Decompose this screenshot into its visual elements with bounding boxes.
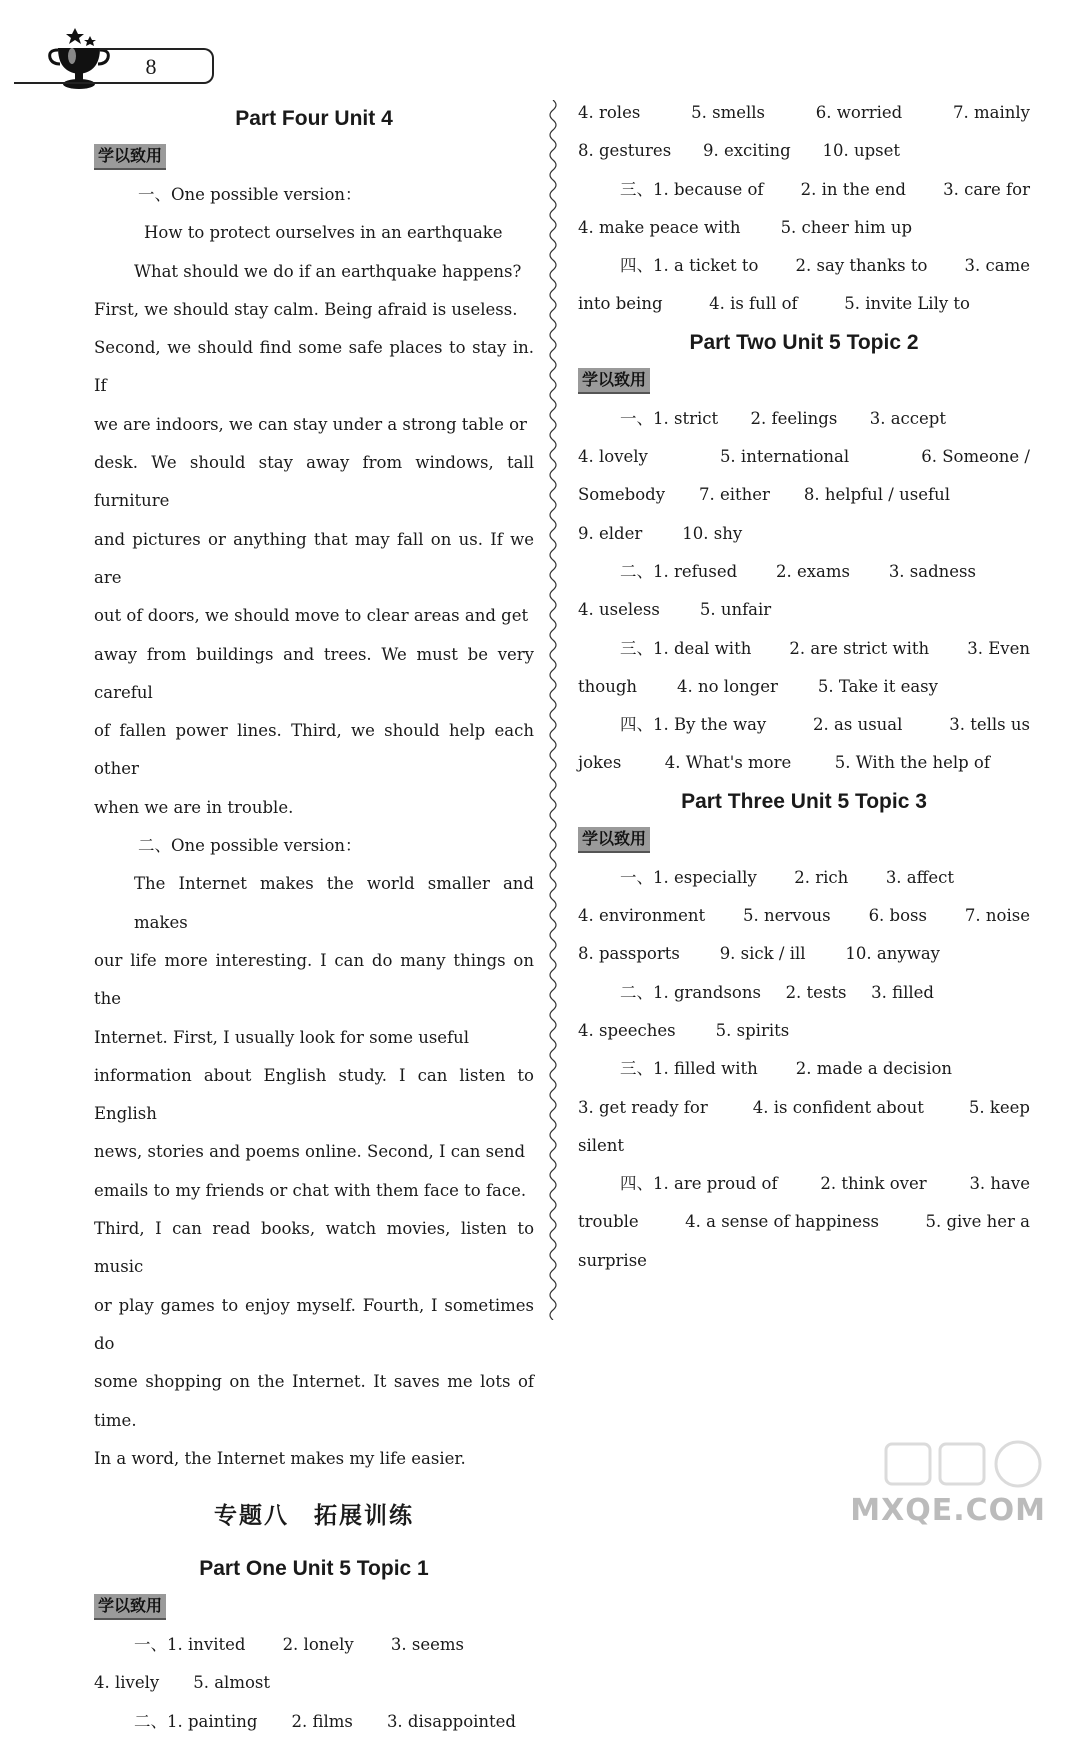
essay1-line: desk. We should stay away from windows, tall furniture xyxy=(94,453,534,511)
answer-item: 2. feelings xyxy=(750,408,838,428)
answer-item: 2. think over xyxy=(820,1174,927,1194)
right-column xyxy=(578,94,1030,1280)
answer-item: 2. are strict with xyxy=(789,638,930,658)
answer-row xyxy=(578,935,1030,973)
left-column xyxy=(94,100,534,1741)
practice-tag: 学以致用 xyxy=(578,368,650,394)
answer-item: 9. elder xyxy=(578,523,643,543)
answer-item: 4. lovely xyxy=(578,447,648,467)
essay1-line: Second, we should find some safe places to stay in. If xyxy=(94,338,534,396)
essay1-line: we are indoors, we can stay under a strong table or xyxy=(94,414,527,434)
part-three-title: Part Three Unit 5 Topic 3 xyxy=(681,789,927,813)
answer-item: 5. cheer him up xyxy=(780,217,913,237)
answer-item: 3. get ready for xyxy=(578,1097,708,1117)
answer-item: into being xyxy=(578,294,663,314)
essay2-line: or play games to enjoy myself. Fourth, I sometimes do xyxy=(94,1295,534,1353)
answer-row xyxy=(578,591,1030,629)
answer-item: 7. noise xyxy=(964,906,1030,926)
essay2-line: Internet. First, I usually look for some useful xyxy=(94,1027,470,1047)
essay2-line: The Internet makes the world smaller and makes xyxy=(134,874,534,932)
answer-item: 4. useless xyxy=(578,600,660,620)
answer-item: 三、1. because of xyxy=(620,179,764,199)
essay2-line: emails to my friends or chat with them face to face. xyxy=(94,1180,527,1200)
answer-item: 4. is confident about xyxy=(752,1097,924,1117)
essay1-line: when we are in trouble. xyxy=(94,797,294,817)
essay2-line: Third, I can read books, watch movies, listen to music xyxy=(94,1219,534,1277)
answer-item: 四、1. By the way xyxy=(620,715,767,735)
answer-item: 4. is full of xyxy=(709,294,798,314)
column-divider xyxy=(545,100,561,1320)
page-header xyxy=(14,26,214,90)
answer-row xyxy=(578,476,1030,514)
answer-item: 3. sadness xyxy=(888,561,976,581)
answer-row xyxy=(578,744,1030,782)
answer-item: 三、1. filled with xyxy=(620,1059,758,1079)
essay1-line: of fallen power lines. Third, we should help each other xyxy=(94,721,534,779)
answer-item: 3. have xyxy=(969,1174,1030,1194)
answer-item: 9. sick / ill xyxy=(719,944,806,964)
answer-item: 2. exams xyxy=(775,561,850,581)
answer-item: 5. smells xyxy=(691,103,765,122)
essay1-body xyxy=(94,253,534,827)
topic-heading: 专题八 拓展训练 xyxy=(214,1502,414,1529)
essay1-line: away from buildings and trees. We must be very careful xyxy=(94,644,534,702)
part-three-answers xyxy=(578,859,1030,1280)
answer-item: 2. made a decision xyxy=(795,1059,953,1079)
answer-item: 5. invite Lily to xyxy=(844,294,970,314)
answer-row xyxy=(578,1089,1030,1127)
answer-row xyxy=(578,171,1030,209)
answer-item: 5. Take it easy xyxy=(817,676,938,696)
answer-row xyxy=(578,438,1030,476)
answer-item: 2. rich xyxy=(794,867,849,887)
answer-row xyxy=(578,1012,1030,1050)
watermark-text: MXQE.COM xyxy=(850,1493,1046,1528)
answer-row xyxy=(578,209,1030,247)
answer-item: 8. passports xyxy=(578,944,680,964)
answer-item: 一、1. strict xyxy=(620,408,719,428)
answer-item: though xyxy=(578,676,638,696)
answer-row xyxy=(578,1242,1030,1280)
essay2-line: information about English study. I can listen to English xyxy=(94,1065,534,1124)
answer-item: 3. affect xyxy=(885,867,954,887)
part-one-continued xyxy=(578,94,1030,324)
page-number-box xyxy=(100,48,214,84)
answer-item: 7. mainly xyxy=(953,103,1030,122)
answer-item: 6. worried xyxy=(815,103,903,122)
essay2-body xyxy=(94,865,534,1478)
answer-item: trouble xyxy=(578,1212,639,1232)
answer-item: 5. unfair xyxy=(699,600,772,620)
answer-row xyxy=(578,1165,1030,1203)
unit4-title: Part Four Unit 4 xyxy=(235,107,393,130)
answer-item: 3. care for xyxy=(943,179,1030,199)
essay1-line: and pictures or anything that may fall on us. If we are xyxy=(94,529,534,587)
answer-item: 二、1. refused xyxy=(620,561,738,581)
answer-item: 2. lonely xyxy=(282,1635,354,1655)
answer-row xyxy=(94,1703,534,1741)
answer-item: 5. international xyxy=(719,447,850,467)
answer-item: 10. upset xyxy=(822,141,900,161)
answer-row xyxy=(578,515,1030,553)
q2-heading: 二、One possible version： xyxy=(138,836,362,856)
answer-row xyxy=(578,1050,1030,1088)
answer-item: 4. no longer xyxy=(677,676,778,696)
answer-item: jokes xyxy=(578,753,622,773)
answer-row xyxy=(94,1664,534,1702)
header-rule xyxy=(14,82,106,84)
answer-item: 2. as usual xyxy=(813,715,903,735)
answer-item: 5. nervous xyxy=(743,906,831,926)
answer-item: 7. either xyxy=(698,485,770,505)
answer-row xyxy=(94,1626,534,1664)
essay1-title: How to protect ourselves in an earthquake xyxy=(144,223,503,243)
practice-tag: 学以致用 xyxy=(94,1594,166,1620)
answer-item: 5. give her a xyxy=(925,1212,1030,1232)
answer-item: 10. shy xyxy=(682,523,743,543)
answer-item: 3. disappointed xyxy=(386,1711,516,1731)
answer-item: 三、1. deal with xyxy=(620,638,752,658)
essay1-line: out of doors, we should move to clear areas and get xyxy=(94,606,529,626)
essay2-line: In a word, the Internet makes my life easier. xyxy=(94,1448,466,1468)
answer-item: 10. anyway xyxy=(845,944,940,964)
answer-item: surprise xyxy=(578,1250,647,1270)
answer-item: 9. exciting xyxy=(702,141,791,161)
essay1-line: What should we do if an earthquake happens? xyxy=(134,261,522,281)
answer-item: 4. What's more xyxy=(664,753,792,773)
answer-row xyxy=(578,1127,1030,1165)
answer-row xyxy=(578,553,1030,591)
answer-item: 四、1. are proud of xyxy=(620,1174,778,1194)
answer-item: 5. almost xyxy=(193,1673,271,1693)
answer-item: 二、1. painting xyxy=(134,1711,258,1731)
answer-item: 二、1. grandsons xyxy=(620,982,761,1002)
answer-item: 2. tests xyxy=(785,982,847,1002)
answer-item: 8. gestures xyxy=(578,141,672,161)
answer-row xyxy=(578,974,1030,1012)
answer-item: 一、1. especially xyxy=(620,867,757,887)
answer-item: 4. a sense of happiness xyxy=(685,1212,880,1232)
answer-item: 四、1. a ticket to xyxy=(620,256,759,276)
practice-tag: 学以致用 xyxy=(578,827,650,853)
answer-row xyxy=(578,247,1030,285)
essay2-line: our life more interesting. I can do many things on the xyxy=(94,950,534,1009)
answer-item: 3. filled xyxy=(871,982,934,1002)
answer-item: 3. tells us xyxy=(949,715,1030,735)
answer-item: Somebody xyxy=(578,485,666,505)
answer-item: 5. With the help of xyxy=(834,753,990,773)
part-two-answers xyxy=(578,400,1030,783)
answer-row xyxy=(578,1203,1030,1241)
answer-item: 5. spirits xyxy=(715,1020,790,1040)
essay2-line: news, stories and poems online. Second, I can send xyxy=(94,1142,526,1162)
answer-item: 6. boss xyxy=(868,906,927,926)
q1-heading: 一、One possible version： xyxy=(138,185,362,204)
answer-row xyxy=(578,132,1030,170)
answer-item: 3. seems xyxy=(390,1635,464,1655)
answer-item: 4. lively xyxy=(94,1673,160,1693)
answer-item: 3. came xyxy=(964,256,1030,276)
answer-row xyxy=(578,706,1030,744)
answer-item: 4. roles xyxy=(578,103,641,122)
answer-row xyxy=(578,285,1030,323)
answer-item: silent xyxy=(578,1135,625,1155)
essay2-line: some shopping on the Internet. It saves me lots of time. xyxy=(94,1372,534,1430)
answer-item: 2. films xyxy=(291,1711,353,1731)
answer-row xyxy=(578,400,1030,438)
answer-item: 4. speeches xyxy=(578,1020,676,1040)
answer-row xyxy=(578,668,1030,706)
answer-item: 2. in the end xyxy=(800,179,906,199)
answer-row xyxy=(578,630,1030,668)
answer-item: 6. Someone / xyxy=(921,447,1030,467)
answer-item: 5. keep xyxy=(968,1097,1030,1117)
answer-item: 3. accept xyxy=(869,408,946,428)
answer-item: 4. environment xyxy=(578,906,706,926)
answer-item: 8. helpful / useful xyxy=(803,485,950,505)
part-one-title: Part One Unit 5 Topic 1 xyxy=(199,1557,429,1581)
answer-item: 2. say thanks to xyxy=(795,256,928,276)
answer-row xyxy=(578,897,1030,935)
answer-item: 4. make peace with xyxy=(578,217,741,237)
answer-row xyxy=(578,859,1030,897)
practice-tag: 学以致用 xyxy=(94,144,166,170)
answer-item: 一、1. invited xyxy=(134,1635,246,1655)
part-two-title: Part Two Unit 5 Topic 2 xyxy=(689,330,919,354)
answer-item: 3. Even xyxy=(967,638,1030,658)
essay1-line: First, we should stay calm. Being afraid is useless. xyxy=(94,299,518,319)
page-number: 8 xyxy=(145,54,157,79)
answer-row xyxy=(578,94,1030,132)
